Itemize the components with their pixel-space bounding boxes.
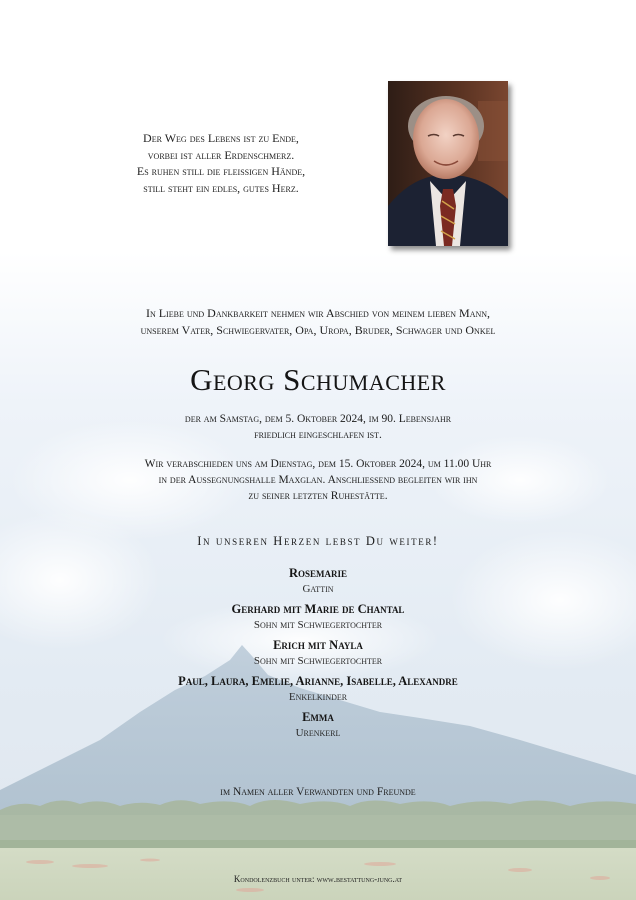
funeral-line: in der Aussegnungshalle Maxglan. Anschliessend begleiten wir ihn xyxy=(158,474,478,486)
mourner-relation: Urenkerl xyxy=(295,727,341,739)
mourner-relation: Sohn mit Schwiegertochter xyxy=(253,619,383,631)
mourner-relation: Gattin xyxy=(302,583,334,595)
death-notice xyxy=(0,411,636,443)
mourner-entry xyxy=(0,709,636,741)
mourner-name: Emma xyxy=(302,710,334,724)
poem-line: Der Weg des Lebens ist zu Ende, xyxy=(143,131,299,145)
intro-line: unserem Vater, Schwiegervater, Opa, Uropa, Bruder, Schwager und Onkel xyxy=(140,323,496,337)
funeral-line: zu seiner letzten Ruhestätte. xyxy=(248,490,388,502)
mourner-name: Gerhard mit Marie de Chantal xyxy=(231,602,405,616)
mourner-name: Paul, Laura, Emelie, Arianne, Isabelle, Alexandre xyxy=(178,674,458,688)
farewell-intro xyxy=(0,305,636,339)
poem-line: Es ruhen still die fleissigen Hände, xyxy=(136,164,306,178)
mourners-list xyxy=(0,565,636,745)
poem-line: still steht ein edles, gutes Herz. xyxy=(143,180,299,195)
on-behalf-line: im Namen aller Verwandten und Freunde xyxy=(220,786,416,798)
deceased-name: Georg Schumacher xyxy=(190,362,446,397)
intro-line: In Liebe und Dankbarkeit nehmen wir Abschied von meinem lieben Mann, xyxy=(145,306,491,320)
funeral-notice xyxy=(0,456,636,504)
mourner-entry xyxy=(0,565,636,597)
portrait-image xyxy=(388,81,508,246)
mourner-entry xyxy=(0,601,636,633)
poem-line: vorbei ist aller Erdenschmerz. xyxy=(147,147,295,162)
condolence-book-footer: Kondolenzbuch unter: www.bestattung-jung.at xyxy=(233,874,403,884)
mourner-name: Rosemarie xyxy=(288,566,348,580)
mourner-relation: Enkelkinder xyxy=(288,691,348,703)
death-line: der am Samstag, dem 5. Oktober 2024, im 90. Lebensjahr xyxy=(184,413,452,425)
mourner-relation: Sohn mit Schwiegertochter xyxy=(253,655,383,667)
death-line: friedlich eingeschlafen ist. xyxy=(254,429,382,441)
portrait-photo xyxy=(388,81,508,246)
mourner-entry xyxy=(0,637,636,669)
funeral-line: Wir verabschieden uns am Dienstag, dem 15. Oktober 2024, um 11.00 Uhr xyxy=(144,458,492,470)
poem xyxy=(108,130,334,196)
mourner-entry xyxy=(0,673,636,705)
mourner-name: Erich mit Nayla xyxy=(273,638,363,652)
remembrance-line: In unseren Herzen lebst Du weiter! xyxy=(197,534,439,548)
